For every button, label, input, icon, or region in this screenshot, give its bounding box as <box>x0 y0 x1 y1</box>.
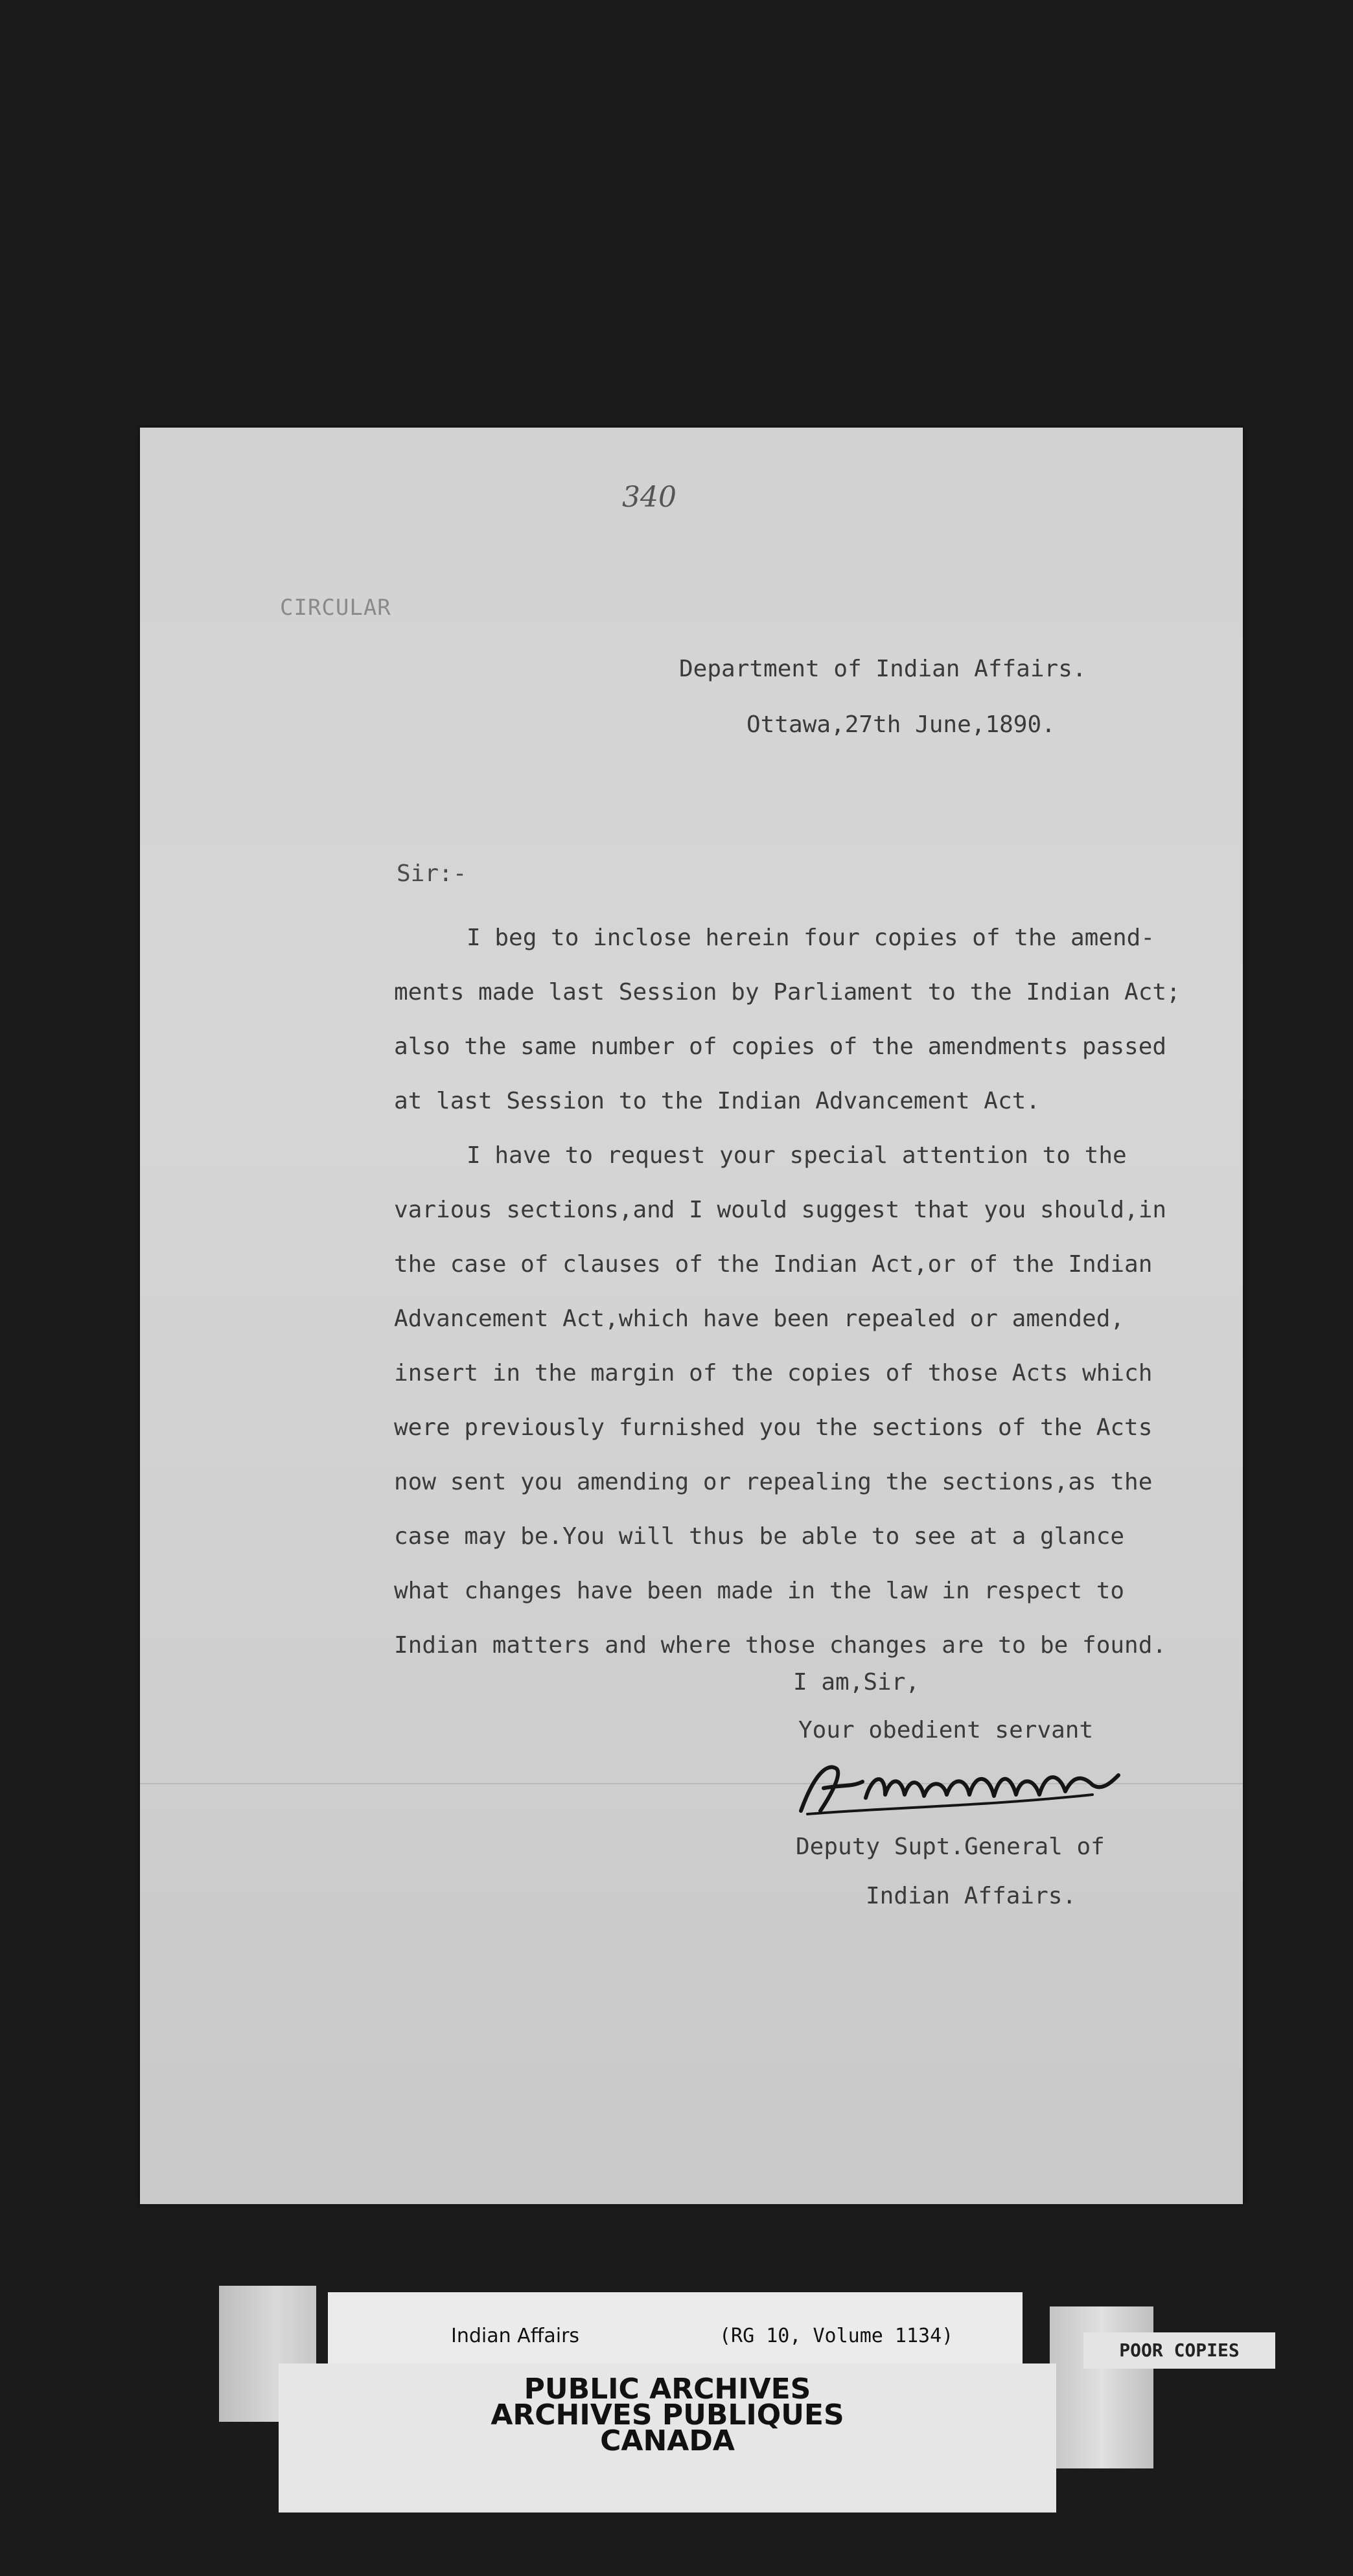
tape-strip-right <box>1050 2306 1153 2468</box>
letter-body <box>394 911 1185 1673</box>
circular-heading: CIRCULAR <box>280 595 391 621</box>
dateline: Ottawa,27th June,1890. <box>746 711 1056 738</box>
archive-name <box>279 2373 1056 2457</box>
archive-name-line-2: ARCHIVES PUBLIQUES <box>491 2398 844 2432</box>
poor-copies-tag: POOR COPIES <box>1083 2332 1275 2369</box>
salutation: Sir:- <box>397 860 467 887</box>
signer-title-line-1: Deputy Supt.General of <box>796 1834 1105 1860</box>
archive-reference-label <box>328 2292 1023 2363</box>
paragraph-2: I have to request your special attention to the various sections,and I would suggest that you should,in the case of clauses of the Indian Act,or of the Indian Advancement Act,which have been repealed or amended, insert in the margin of the copies of those Acts which were previously furnished you the sections of the Acts now sent you amending or repealing the sections,as the case may be.You will thus be able to see at a glance what changes have been made in the law in respect to Indian matters and where those changes are to be found. <box>394 1142 1167 1659</box>
archive-name-line-3: CANADA <box>600 2424 735 2457</box>
handwritten-signature <box>788 1749 1125 1827</box>
archive-stamp <box>279 2363 1056 2513</box>
paragraph-1: I beg to inclose herein four copies of the amend- ments made last Session by Parliament to the Indian Act; also the same number of copies of the amendments passed at last Session to the Indian Advancement Act. <box>394 925 1181 1114</box>
handwritten-page-number: 340 <box>622 481 676 514</box>
department-line: Department of Indian Affairs. <box>679 656 1087 682</box>
letter-page <box>140 428 1243 2204</box>
archive-reference: (RG 10, Volume 1134) <box>719 2325 954 2347</box>
archive-series: Indian Affairs <box>451 2325 580 2347</box>
complimentary-close: Your obedient servant <box>798 1717 1094 1743</box>
archive-name-line-1: PUBLIC ARCHIVES <box>524 2373 811 2406</box>
signer-title-line-2: Indian Affairs. <box>866 1883 1077 1909</box>
closing-line: I am,Sir, <box>793 1669 920 1696</box>
